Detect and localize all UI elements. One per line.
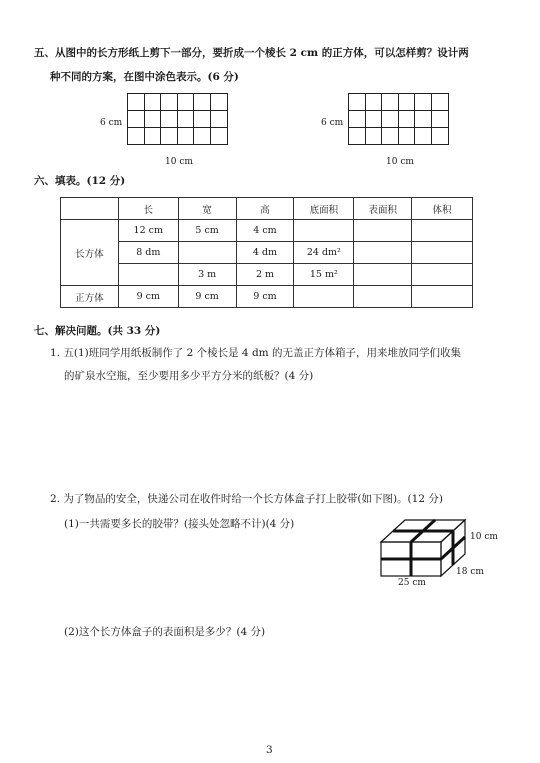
- answer-cell[interactable]: [294, 286, 354, 308]
- table-cell: 3 m: [178, 264, 236, 286]
- header-cell: 体积: [412, 198, 473, 220]
- box-height-label: 10 cm: [470, 532, 498, 542]
- table-row: [61, 220, 473, 242]
- grid-left: [127, 93, 228, 145]
- header-cell: 底面积: [294, 198, 354, 220]
- answer-cell[interactable]: [294, 220, 354, 242]
- answer-cell[interactable]: [354, 286, 412, 308]
- page-number: 3: [266, 744, 273, 756]
- question1-line2: 的矿泉水空瓶，至少要用多少平方分米的纸板？(4 分): [64, 370, 314, 382]
- section5-title: 五、从图中的长方形纸上剪下一部分，要折成一个棱长 2 cm 的正方体，可以怎样剪？设计两: [34, 47, 469, 59]
- table-cell: 5 cm: [178, 220, 236, 242]
- header-cell: 长: [118, 198, 178, 220]
- grid-right-side-label: 6 cm: [321, 118, 344, 128]
- header-cell: 表面积: [354, 198, 412, 220]
- grid-right-bottom-label: 10 cm: [386, 157, 414, 167]
- answer-cell[interactable]: [412, 286, 473, 308]
- section7-title: 七、解决问题。(共 33 分): [34, 325, 161, 337]
- table-cell: 4 dm: [236, 242, 294, 264]
- answer-cell[interactable]: [178, 242, 236, 264]
- fill-table: [60, 197, 473, 308]
- table-cell: 2 m: [236, 264, 294, 286]
- box-depth-label: 18 cm: [456, 567, 484, 577]
- table-header-row: [61, 198, 473, 220]
- table-cell: 12 cm: [118, 220, 178, 242]
- grid-right: [348, 93, 449, 145]
- header-cell: 宽: [178, 198, 236, 220]
- section6-title: 六、填表。(12 分): [34, 175, 126, 187]
- grid-left-side-label: 6 cm: [100, 118, 123, 128]
- table-row: [61, 242, 473, 264]
- table-cell: 9 cm: [178, 286, 236, 308]
- table-row: [61, 264, 473, 286]
- answer-cell[interactable]: [412, 264, 473, 286]
- table-cell: 24 dm²: [294, 242, 354, 264]
- table-cell: 15 m²: [294, 264, 354, 286]
- answer-cell[interactable]: [354, 220, 412, 242]
- grid-left-bottom-label: 10 cm: [165, 157, 193, 167]
- answer-cell[interactable]: [354, 264, 412, 286]
- answer-cell[interactable]: [118, 264, 178, 286]
- answer-cell[interactable]: [412, 220, 473, 242]
- box-length-label: 25 cm: [398, 578, 426, 588]
- header-corner: [61, 198, 119, 220]
- table-cell: 9 cm: [236, 286, 294, 308]
- row-group-label: 长方体: [61, 220, 119, 286]
- answer-cell[interactable]: [354, 242, 412, 264]
- answer-cell[interactable]: [412, 242, 473, 264]
- table-row: [61, 286, 473, 308]
- question2-line1: 2. 为了物品的安全，快递公司在收件时给一个长方体盒子打上胶带(如下图)。(12 分): [50, 493, 443, 505]
- question1-line1: 1. 五(1)班同学用纸板制作了 2 个棱长是 4 dm 的无盖正方体箱子，用来堆放同学们收集: [50, 347, 461, 359]
- table-cell: 4 cm: [236, 220, 294, 242]
- table-cell: 8 dm: [118, 242, 178, 264]
- section5-title-line2: 种不同的方案，在图中涂色表示。(6 分): [50, 71, 239, 83]
- question2-sub2: (2)这个长方体盒子的表面积是多少？(4 分): [64, 626, 266, 638]
- question2-sub1: (1)一共需要多长的胶带？(接头处忽略不计)(4 分): [64, 518, 295, 530]
- row-group-label: 正方体: [61, 286, 119, 308]
- header-cell: 高: [236, 198, 294, 220]
- table-cell: 9 cm: [118, 286, 178, 308]
